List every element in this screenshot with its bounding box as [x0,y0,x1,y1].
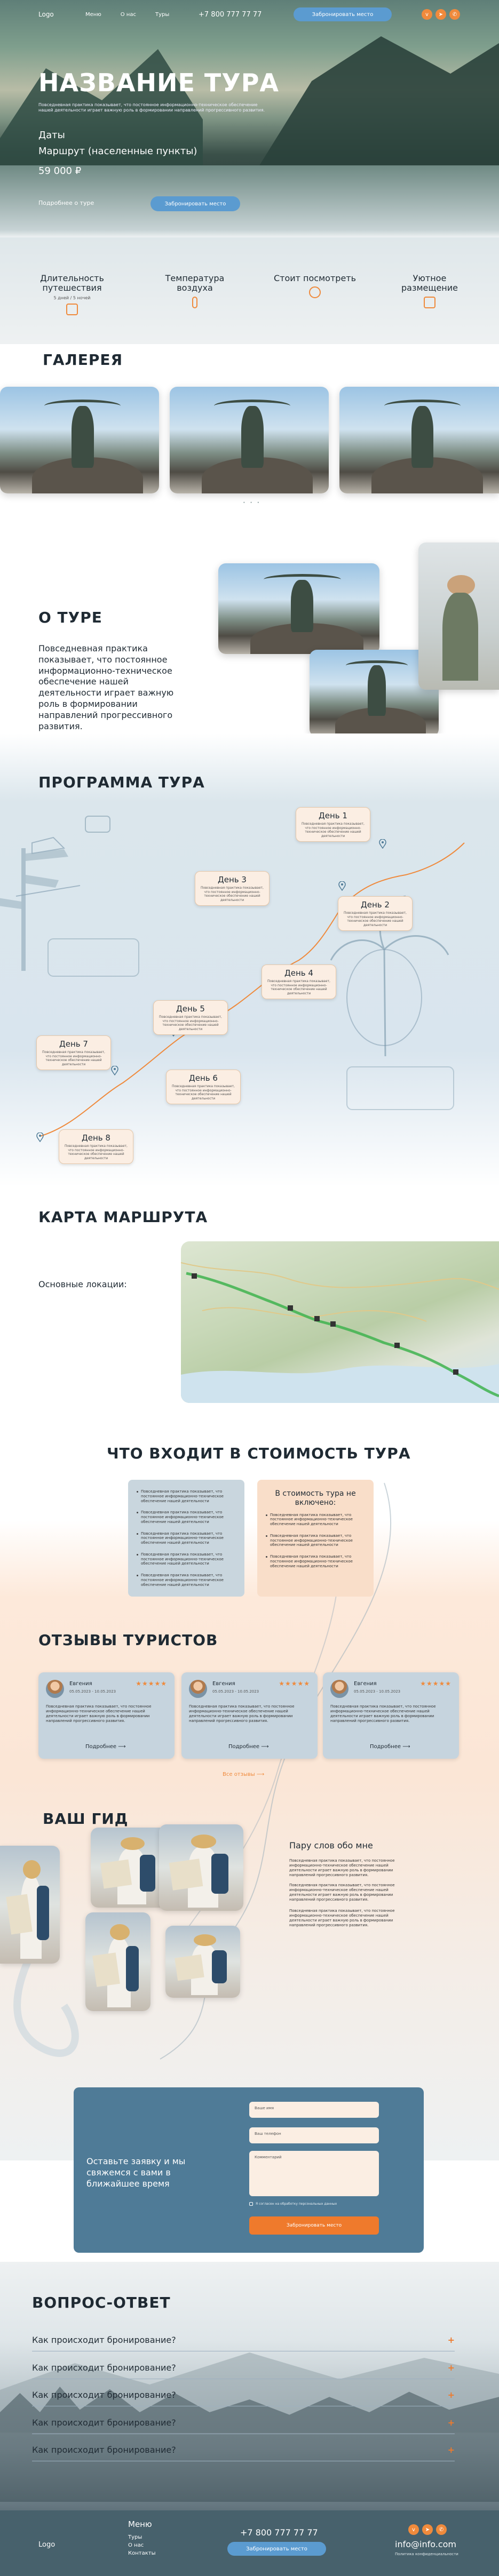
day-title: День 2 [361,900,390,910]
program-day-8[interactable] [59,1129,133,1164]
faq-item[interactable] [32,2439,455,2461]
included-item: Повседневная практика показывает, что постоянное информационно-техническое обеспечение нашей деятельности [137,1532,236,1545]
form-title: Оставьте заявку и мы свяжемся с вами в ближайшее время [86,2156,186,2189]
review-stars: ★★★★★ [279,1680,310,1687]
main-nav [85,12,169,18]
guide-photo [91,1828,170,1908]
feature-label: Длительность путешествия [40,273,104,293]
phone-field[interactable]: Ваш телефон [249,2127,379,2143]
footer-menu-title: Меню [128,2519,152,2529]
gallery-title: ГАЛЕРЕЯ [43,351,123,369]
comment-field[interactable]: Комментарий [249,2151,379,2196]
review-text: Повседневная практика показывает, что постоянное информационно-техническое обеспечение нашей деятельности играет важную роль в формировании направлений прогрессивного развития. [330,1704,436,1724]
included-item: Повседневная практика показывает, что постоянное информационно-техническое обеспечение нашей деятельности [137,1552,236,1566]
program-day-1[interactable] [296,807,370,842]
vk-icon[interactable]: v [408,2524,419,2535]
vk-icon[interactable]: v [422,9,432,20]
route-map-title: КАРТА МАРШРУТА [38,1208,208,1226]
review-text: Повседневная практика показывает, что постоянное информационно-техническое обеспечение нашей деятельности играет важную роль в формировании направлений прогрессивного развития. [189,1704,295,1724]
feature-label: Температура воздуха [165,273,225,293]
features-section [0,237,499,344]
review-date: 05.05.2023 - 10.05.2023 [212,1689,259,1694]
review-name: Евгения [69,1681,92,1687]
included-item: Повседневная практика показывает, что постоянное информационно-техническое обеспечение нашей деятельности [137,1489,236,1503]
hero-dates: Даты [38,130,65,141]
camera-icon [309,286,321,298]
review-more-link[interactable]: Подробнее ⟶ [228,1744,269,1750]
guide-paragraph: Повседневная практика показывает, что постоянное информационно-техническое обеспечение нашей деятельности играет важную роль в формировании направлений прогрессивного развития. [289,1859,395,1878]
feature-label: Стоит посмотреть [273,273,357,283]
day-text: Повседневная практика показывает, что постоянное информационно-техническое обеспечение нашей деятельности [267,979,330,995]
hero-details-link[interactable]: Подробнее о туре [38,200,94,206]
decorative-lines [0,1472,499,2112]
faq-question: Как происходит бронирование? [32,2335,176,2345]
telegram-icon[interactable]: ➤ [435,9,446,20]
program-day-4[interactable] [262,964,336,999]
plus-icon[interactable]: + [447,2390,455,2400]
map-graphic [181,1241,499,1403]
feature-label: Уютное размещение [401,273,458,293]
logo[interactable]: Logo [38,11,54,18]
faq-question: Как происходит бронирование? [32,2418,176,2428]
review-name: Евгения [212,1681,235,1687]
whatsapp-icon[interactable]: ✆ [436,2524,447,2535]
included-item: Повседневная практика показывает, что постоянное информационно-техническое обеспечение нашей деятельности [137,1573,236,1587]
program-route-line [0,800,499,1184]
gallery-photo[interactable] [170,387,329,493]
footer-link-about[interactable]: О нас [128,2542,144,2548]
day-text: Повседневная практика показывает, что постоянное информационно-техническое обеспечение нашей деятельности [201,886,264,902]
guide-photo [159,1824,243,1911]
guide-photo [85,1912,151,2011]
consent-checkbox[interactable] [249,2202,253,2206]
route-map[interactable] [181,1241,499,1403]
review-stars: ★★★★★ [136,1680,167,1687]
day-text: Повседневная практика показывает, что постоянное информационно-техническое обеспечение нашей деятельности [344,911,407,927]
header-book-button[interactable]: Забронировать место [294,7,392,21]
included-title: ЧТО ВХОДИТ В СТОИМОСТЬ ТУРА [107,1445,411,1462]
reviews-title: ОТЗЫВЫ ТУРИСТОВ [38,1631,218,1649]
form-submit-button[interactable]: Забронировать место [249,2216,379,2235]
footer-privacy-link[interactable]: Политика конфиденциальности [395,2552,458,2556]
thermometer-icon [192,297,197,308]
included-item: Повседневная практика показывает, что постоянное информационно-техническое обеспечение нашей деятельности [137,1510,236,1524]
day-text: Повседневная практика показывает, что постоянное информационно-техническое обеспечение нашей деятельности [302,822,365,838]
review-more-link[interactable]: Подробнее ⟶ [370,1744,410,1750]
house-icon [424,297,435,308]
not-included-title: В стоимость тура не включено: [275,1489,356,1507]
guide-title: ВАШ ГИД [43,1810,129,1828]
faq-item[interactable] [32,2384,455,2406]
review-text: Повседневная практика показывает, что постоянное информационно-техническое обеспечение нашей деятельности играет важную роль в формировании направлений прогрессивного развития. [46,1704,152,1724]
about-photo [418,543,499,690]
program-day-5[interactable] [153,1000,228,1035]
day-text: Повседневная практика показывает, что постоянное информационно-техническое обеспечение нашей деятельности [159,1015,222,1031]
plus-icon[interactable]: + [447,2363,455,2373]
program-day-3[interactable] [195,871,270,906]
review-date: 05.05.2023 - 10.05.2023 [354,1689,401,1694]
nav-link-about[interactable]: О нас [120,12,136,18]
header-phone[interactable]: +7 800 777 77 77 [199,11,262,19]
day-title: День 8 [82,1133,110,1143]
plus-icon[interactable]: + [447,2335,455,2345]
feature-accommodation [384,274,475,308]
about-title: О ТУРЕ [38,609,102,626]
plus-icon[interactable]: + [447,2445,455,2455]
program-day-2[interactable] [338,896,413,931]
map-pin-icon [111,1066,118,1075]
review-name: Евгения [354,1681,377,1687]
gallery-photo[interactable] [0,387,159,493]
mountain-decoration [256,21,499,171]
not-included-item: Повседневная практика показывает, что постоянное информационно-техническое обеспечение нашей деятельности [266,1554,365,1568]
day-title: День 4 [284,968,313,978]
map-pin-icon [379,839,386,849]
name-field[interactable]: Ваше имя [249,2102,379,2118]
included-list [128,1480,244,1597]
guide-paragraph: Повседневная практика показывает, что постоянное информационно-техническое обеспечение нашей деятельности играет важную роль в формировании направлений прогрессивного развития. [289,1909,395,1928]
faq-question: Как происходит бронирование? [32,2445,176,2455]
footer-menu [128,2533,155,2557]
footer-book-button[interactable]: Забронировать место [227,2542,326,2556]
program-day-6[interactable] [166,1070,241,1104]
review-date: 05.05.2023 - 10.05.2023 [69,1689,116,1694]
avatar [189,1680,207,1698]
feature-sights [270,274,360,298]
nav-link-tours[interactable]: Туры [155,12,170,18]
plus-icon[interactable]: + [447,2418,455,2428]
not-included-item: Повседневная практика показывает, что постоянное информационно-техническое обеспечение нашей деятельности [266,1534,365,1548]
avatar [330,1680,348,1698]
program-day-7[interactable] [36,1035,111,1070]
telegram-icon[interactable]: ➤ [422,2524,433,2535]
not-included-item: Повседневная практика показывает, что постоянное информационно-техническое обеспечение нашей деятельности [266,1513,365,1527]
day-title: День 6 [189,1073,218,1083]
not-included-list [257,1480,374,1597]
about-photo [218,563,379,654]
day-title: День 1 [319,811,347,820]
footer-email[interactable]: info@info.com [395,2539,456,2549]
map-pin-icon [338,881,346,891]
feature-duration [27,274,117,315]
avatar [46,1680,64,1698]
faq-title: ВОПРОС-ОТВЕТ [32,2294,171,2311]
day-title: День 7 [59,1039,88,1049]
gallery-photo[interactable] [339,387,499,493]
guide-photo [165,1926,240,1998]
footer-link-contacts[interactable]: Контакты [128,2550,156,2556]
footer-link-tours[interactable]: Туры [128,2534,142,2540]
faq-item[interactable] [32,2329,455,2351]
hero-price: 59 000 ₽ [38,165,82,177]
footer-social [408,2524,447,2535]
hero-route: Маршрут (населенные пункты) [38,146,197,157]
day-title: День 3 [218,875,247,884]
day-text: Повседневная практика показывает, что постоянное информационно-техническое обеспечение нашей деятельности [42,1050,105,1066]
day-text: Повседневная практика показывает, что постоянное информационно-техническое обеспечение нашей деятельности [65,1144,128,1160]
faq-question: Как происходит бронирование? [32,2363,176,2373]
header-social [422,9,460,20]
review-stars: ★★★★★ [420,1680,452,1687]
consent-label: Я согласен на обработку персональных данных [256,2202,337,2206]
review-card [38,1672,175,1759]
consent-row [249,2202,383,2206]
faq-item[interactable] [32,2357,455,2379]
review-card [323,1672,459,1759]
day-text: Повседневная практика показывает, что постоянное информационно-техническое обеспечение нашей деятельности [172,1084,235,1100]
about-text: Повседневная практика показывает, что постоянное информационно-техническое обеспечение нашей деятельности играет важную роль в формировании направлений прогрессивного развития. [38,643,174,731]
feature-temperature [149,274,240,308]
program-title: ПРОГРАММА ТУРА [38,773,205,791]
faq-question: Как происходит бронирование? [32,2390,176,2400]
hero-description: Повседневная практика показывает, что постоянное информационно-техническое обеспечение нашей деятельности играет важную роль в формировании направлений прогрессивного развития. [38,102,265,113]
footer-phone[interactable]: +7 800 777 77 77 [240,2527,318,2538]
review-more-link[interactable]: Подробнее ⟶ [85,1744,126,1750]
review-card [181,1672,318,1759]
hero-book-button[interactable]: Забронировать место [151,196,240,211]
map-pin-icon [36,1133,44,1142]
guide-photo [0,1846,60,1964]
gallery-pagination[interactable]: • • • [243,500,262,505]
whatsapp-icon[interactable]: ✆ [449,9,460,20]
hero-title: НАЗВАНИЕ ТУРА [38,68,280,97]
day-title: День 5 [176,1004,205,1014]
faq-item[interactable] [32,2412,455,2434]
all-reviews-link[interactable]: Все отзывы ⟶ [223,1772,265,1777]
guide-subtitle: Пару слов обо мне [289,1840,373,1851]
footer-logo[interactable]: Logo [38,2541,56,2549]
locations-label: Основные локации: [38,1279,127,1289]
calendar-icon [66,304,78,315]
nav-link-menu[interactable]: Меню [85,12,101,18]
feature-sub: 5 дней / 5 ночей [53,295,91,300]
guide-paragraph: Повседневная практика показывает, что постоянное информационно-техническое обеспечение нашей деятельности играет важную роль в формировании направлений прогрессивного развития. [289,1883,395,1902]
